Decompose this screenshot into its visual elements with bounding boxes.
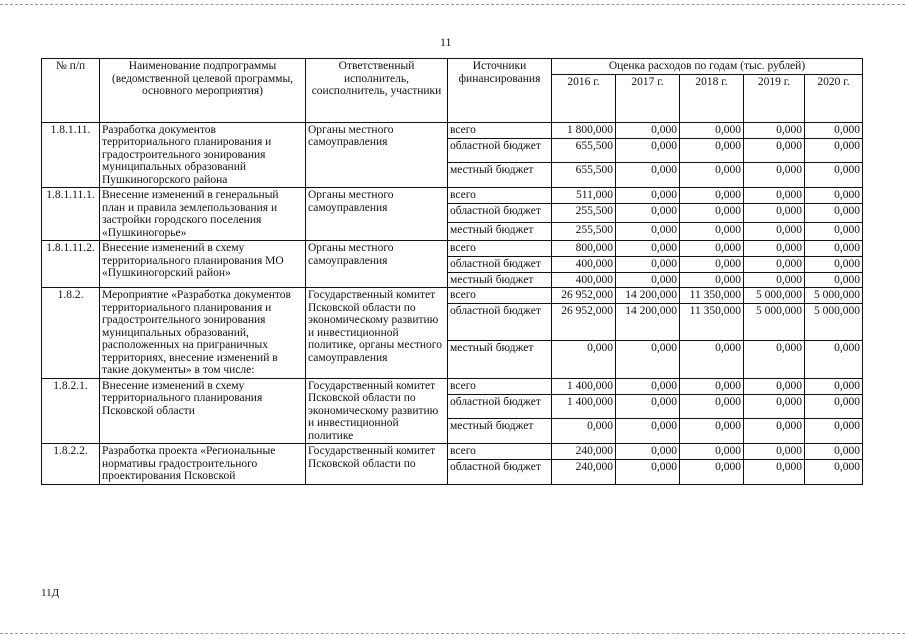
amount-cell: 5 000,000 (805, 288, 863, 304)
funding-source: всего (448, 188, 552, 204)
amount-cell: 0,000 (680, 204, 744, 223)
funding-source: местный бюджет (448, 222, 552, 241)
amount-cell: 511,000 (552, 188, 616, 204)
amount-cell: 1 400,000 (552, 394, 616, 419)
header-year-2017: 2017 г. (616, 74, 680, 122)
amount-cell: 0,000 (616, 419, 680, 444)
amount-cell: 0,000 (805, 138, 863, 163)
amount-cell: 0,000 (616, 378, 680, 394)
row-number: 1.8.2. (42, 288, 100, 379)
table-row (42, 122, 863, 138)
amount-cell: 0,000 (616, 341, 680, 378)
row-executor: Государственный комитет Псковской области по экономическому развитию и инвестиционной политике, органы местного самоуправления (306, 288, 448, 379)
amount-cell: 5 000,000 (805, 304, 863, 341)
funding-source: местный бюджет (448, 419, 552, 444)
amount-cell: 655,500 (552, 138, 616, 163)
amount-cell: 1 800,000 (552, 122, 616, 138)
amount-cell: 0,000 (744, 188, 805, 204)
amount-cell: 255,500 (552, 222, 616, 241)
funding-source: областной бюджет (448, 204, 552, 223)
amount-cell: 0,000 (616, 444, 680, 460)
table-row (42, 288, 863, 304)
scan-edge-top (0, 4, 905, 5)
amount-cell: 0,000 (744, 257, 805, 273)
header-num: № п/п (42, 59, 100, 123)
row-number: 1.8.1.11.2. (42, 241, 100, 288)
amount-cell: 0,000 (744, 122, 805, 138)
amount-cell: 0,000 (744, 460, 805, 485)
amount-cell: 0,000 (805, 188, 863, 204)
amount-cell: 0,000 (616, 272, 680, 288)
row-name: Внесение изменений в схему территориального планирования МО «Пушкиногорский район» (100, 241, 306, 288)
funding-source: всего (448, 378, 552, 394)
amount-cell: 0,000 (744, 204, 805, 223)
funding-source: местный бюджет (448, 272, 552, 288)
amount-cell: 0,000 (552, 341, 616, 378)
amount-cell: 0,000 (744, 163, 805, 188)
funding-source: местный бюджет (448, 341, 552, 378)
amount-cell: 0,000 (805, 378, 863, 394)
amount-cell: 0,000 (805, 122, 863, 138)
amount-cell: 0,000 (680, 163, 744, 188)
table-row (42, 241, 863, 257)
row-name: Разработка проекта «Региональные нормативы градостроительного проектирования Псковской (100, 444, 306, 485)
row-name: Внесение изменений в схему территориального планирования Псковской области (100, 378, 306, 444)
amount-cell: 11 350,000 (680, 304, 744, 341)
amount-cell: 0,000 (552, 419, 616, 444)
footer-code: 11Д (41, 587, 60, 599)
amount-cell: 0,000 (680, 394, 744, 419)
amount-cell: 5 000,000 (744, 304, 805, 341)
amount-cell: 400,000 (552, 257, 616, 273)
funding-source: всего (448, 444, 552, 460)
amount-cell: 0,000 (805, 341, 863, 378)
amount-cell: 0,000 (680, 460, 744, 485)
amount-cell: 0,000 (616, 257, 680, 273)
amount-cell: 0,000 (616, 222, 680, 241)
amount-cell: 0,000 (744, 394, 805, 419)
header-year-2018: 2018 г. (680, 74, 744, 122)
amount-cell: 0,000 (744, 444, 805, 460)
amount-cell: 0,000 (805, 204, 863, 223)
amount-cell: 0,000 (616, 188, 680, 204)
amount-cell: 0,000 (680, 341, 744, 378)
amount-cell: 0,000 (680, 272, 744, 288)
header-year-2020: 2020 г. (805, 74, 863, 122)
funding-source: всего (448, 241, 552, 257)
amount-cell: 0,000 (805, 222, 863, 241)
amount-cell: 0,000 (616, 460, 680, 485)
amount-cell: 26 952,000 (552, 288, 616, 304)
amount-cell: 0,000 (744, 241, 805, 257)
table-row (42, 378, 863, 394)
amount-cell: 0,000 (616, 163, 680, 188)
row-executor: Государственный комитет Псковской области по (306, 444, 448, 485)
row-name: Внесение изменений в генеральный план и правила землепользования и застройки городского поселения «Пушкиногорье» (100, 188, 306, 241)
row-executor: Органы местного самоуправления (306, 188, 448, 241)
amount-cell: 0,000 (805, 394, 863, 419)
budget-table (41, 58, 863, 485)
funding-source: всего (448, 122, 552, 138)
row-executor: Органы местного самоуправления (306, 241, 448, 288)
amount-cell: 0,000 (805, 241, 863, 257)
table-row (42, 188, 863, 204)
amount-cell: 0,000 (805, 460, 863, 485)
amount-cell: 26 952,000 (552, 304, 616, 341)
amount-cell: 0,000 (744, 272, 805, 288)
amount-cell: 0,000 (616, 394, 680, 419)
header-executor: Ответственный исполнитель, соисполнитель, участники (306, 59, 448, 123)
amount-cell: 14 200,000 (616, 288, 680, 304)
row-number: 1.8.1.11. (42, 122, 100, 188)
row-number: 1.8.2.1. (42, 378, 100, 444)
amount-cell: 0,000 (680, 188, 744, 204)
amount-cell: 0,000 (616, 241, 680, 257)
amount-cell: 0,000 (744, 138, 805, 163)
row-name: Мероприятие «Разработка документов территориального планирования и градостроительного зонирования муниципальных образований, расположенных на приграничных территориях, внесение изменений в такие документы» в том числе: (100, 288, 306, 379)
amount-cell: 0,000 (805, 444, 863, 460)
row-executor: Органы местного самоуправления (306, 122, 448, 188)
amount-cell: 400,000 (552, 272, 616, 288)
amount-cell: 14 200,000 (616, 304, 680, 341)
header-year-2016: 2016 г. (552, 74, 616, 122)
amount-cell: 0,000 (744, 378, 805, 394)
amount-cell: 0,000 (680, 222, 744, 241)
amount-cell: 0,000 (805, 419, 863, 444)
amount-cell: 0,000 (744, 222, 805, 241)
amount-cell: 255,500 (552, 204, 616, 223)
amount-cell: 0,000 (744, 419, 805, 444)
funding-source: всего (448, 288, 552, 304)
amount-cell: 0,000 (805, 272, 863, 288)
amount-cell: 0,000 (680, 138, 744, 163)
row-number: 1.8.1.11.1. (42, 188, 100, 241)
funding-source: областной бюджет (448, 257, 552, 273)
amount-cell: 800,000 (552, 241, 616, 257)
amount-cell: 0,000 (680, 419, 744, 444)
funding-source: областной бюджет (448, 138, 552, 163)
amount-cell: 5 000,000 (744, 288, 805, 304)
funding-source: местный бюджет (448, 163, 552, 188)
amount-cell: 11 350,000 (680, 288, 744, 304)
page-number: 11 (440, 35, 452, 49)
amount-cell: 0,000 (680, 378, 744, 394)
scan-edge-bottom (0, 633, 905, 634)
amount-cell: 240,000 (552, 444, 616, 460)
header-row-1 (42, 59, 863, 75)
row-name: Разработка документов территориального планирования и градостроительного зонирования муниципальных образований Пушкиногорского района (100, 122, 306, 188)
amount-cell: 0,000 (616, 138, 680, 163)
amount-cell: 0,000 (680, 241, 744, 257)
funding-source: областной бюджет (448, 394, 552, 419)
amount-cell: 0,000 (805, 163, 863, 188)
amount-cell: 0,000 (680, 122, 744, 138)
funding-source: областной бюджет (448, 460, 552, 485)
header-name: Наименование подпрограммы (ведомственной целевой программы, основного мероприятия) (100, 59, 306, 123)
header-source: Источники финансирования (448, 59, 552, 123)
funding-source: областной бюджет (448, 304, 552, 341)
amount-cell: 1 400,000 (552, 378, 616, 394)
amount-cell: 240,000 (552, 460, 616, 485)
row-executor: Государственный комитет Псковской области по экономическому развитию и инвестиционной политике (306, 378, 448, 444)
row-number: 1.8.2.2. (42, 444, 100, 485)
amount-cell: 655,500 (552, 163, 616, 188)
amount-cell: 0,000 (616, 122, 680, 138)
amount-cell: 0,000 (616, 204, 680, 223)
amount-cell: 0,000 (744, 341, 805, 378)
table-body (42, 122, 863, 484)
amount-cell: 0,000 (680, 444, 744, 460)
header-year-2019: 2019 г. (744, 74, 805, 122)
table-row (42, 444, 863, 460)
amount-cell: 0,000 (805, 257, 863, 273)
amount-cell: 0,000 (680, 257, 744, 273)
header-estimate: Оценка расходов по годам (тыс. рублей) (552, 59, 863, 75)
